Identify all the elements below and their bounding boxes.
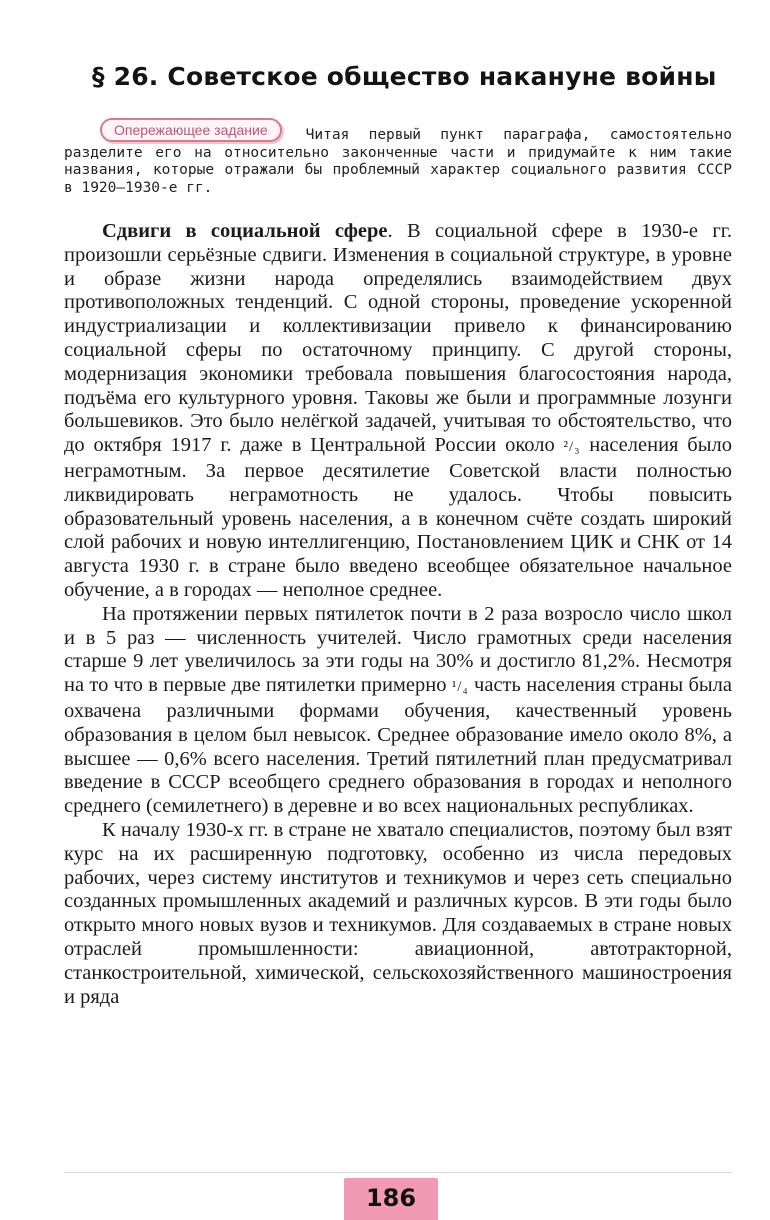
paragraph-five-year-plans xyxy=(64,603,732,819)
advance-task-badge: Опережающее задание xyxy=(100,118,282,142)
page-number: 186 xyxy=(365,1184,417,1212)
body-text xyxy=(64,220,732,1009)
footer-divider xyxy=(64,1172,732,1173)
advance-task-block xyxy=(64,118,732,197)
paragraph-specialists: К началу 1930-х гг. в стране не хватало специалистов, поэтому был взят курс на их расширенную подготовку, особенно из числа передовых рабочих, через систему институтов и техникумов и через сеть специально созданных промышленных академий и различных курсов. В эти годы было открыто много новых вузов и техникумов. Для создаваемых в стране новых отраслей промышленности: авиационной, автотракторной, станкостроительной, химической, сельскохозяйственного машиностроения и ряда xyxy=(64,818,732,1008)
page-number-tab xyxy=(344,1178,438,1220)
paragraph-1-text-a: . В социальной сфере в 1930-е гг. произошли серьёзные сдвиги. Изменения в социальной структуре, в уровне и образе жизни народа определялись взаимодействием двух противоположных тенденций. С одной стороны, проведение ускоренной индустриализации и коллективизации привело к финансированию социальной сферы по остаточному принципу. С другой стороны, модернизация экономики требовала повышения благосостояния народа, подъёма его культурного уровня. Таковы же были и программные лозунги большевиков. Это было нелёгкой задачей, учитывая то обстоятельство, что до октября 1917 г. даже в Центральной России около xyxy=(64,220,732,457)
paragraph-1-text-b: населения было неграмотным. За первое десятилетие Советской власти полностью ликвидировать неграмотность не удалось. Чтобы повысить образовательный уровень населения, а в конечном счёте создать широкий слой рабочих и новую интеллигенцию, Постановлением ЦИК и СНК от 14 августа 1930 г. в стране было введено всеобщее обязательное начальное обучение, а в городах — неполное среднее. xyxy=(64,434,732,601)
fraction-one-quarter: ¹/₄ xyxy=(451,679,469,696)
paragraph-social-shifts xyxy=(64,220,732,603)
section-lead-heading: Сдвиги в социальной сфере xyxy=(102,220,388,242)
paragraph-2-text-b: часть населения страны была охвачена различными формами обучения, качественный уровень образования в целом был невысок. Среднее образование имело около 8%, а высшее — 0,6% всего населения. Третий пятилетний план предусматривал введение в СССР всеобщего среднего образования в городах и неполного среднего (семилетнего) в деревне и во всех национальных республиках. xyxy=(64,674,732,818)
paragraph-2-text-a: На протяжении первых пятилеток почти в 2 раза возросло число школ и в 5 раз — численность учителей. Число грамотных среди населения старше 9 лет увеличилось за эти годы на 30% и достигло 81,2%. Несмотря на то что в первые две пятилетки примерно xyxy=(64,602,732,697)
advance-task-text: Читая первый пункт параграфа, самостоятельно разделите его на относительно законченные части и придумайте к ним такие названия, которые отражали бы проблемный характер социального развития СССР в 1920—1930-е гг. xyxy=(64,127,732,196)
fraction-two-thirds: ²/₃ xyxy=(563,439,581,456)
page-heading: § 26. Советское общество накануне войны xyxy=(92,62,717,91)
